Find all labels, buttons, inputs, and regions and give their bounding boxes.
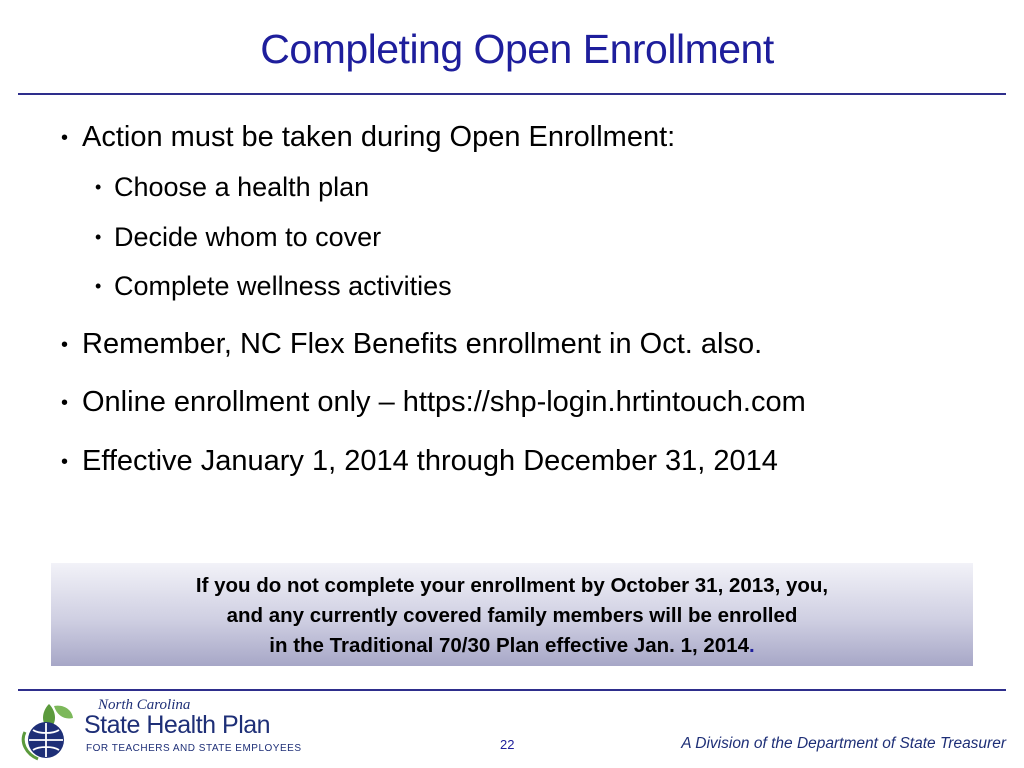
bullet-text: Action must be taken during Open Enrollment: bbox=[82, 121, 676, 153]
footer-divider bbox=[18, 689, 1006, 691]
bullet-item bbox=[61, 445, 778, 478]
bullet-glyph: • bbox=[61, 334, 69, 356]
bullet-glyph: • bbox=[95, 177, 102, 197]
bullet-item bbox=[61, 386, 806, 419]
callout-line: If you do not complete your enrollment by October 31, 2013, you, bbox=[195, 574, 829, 597]
logo-script: North Carolina bbox=[98, 697, 191, 713]
bullet-text: Effective January 1, 2014 through December 31, 2014 bbox=[82, 445, 778, 477]
slide-title: Completing Open Enrollment bbox=[260, 26, 774, 72]
sub-bullet-text: Choose a health plan bbox=[114, 172, 370, 202]
sub-bullet-item bbox=[95, 222, 382, 253]
sub-bullet-text: Complete wellness activities bbox=[114, 271, 452, 301]
state-health-plan-logo bbox=[16, 696, 302, 762]
logo-name: State Health Plan bbox=[84, 711, 271, 739]
globe-leaf-icon bbox=[16, 696, 82, 762]
sub-bullet-item bbox=[95, 271, 452, 302]
bullet-glyph: • bbox=[61, 392, 69, 414]
warning-callout bbox=[51, 563, 973, 666]
bullet-item bbox=[61, 121, 676, 154]
callout-line-text: in the Traditional 70/30 Plan effective Jan. 1, 2014 bbox=[269, 634, 749, 657]
logo-tagline: FOR TEACHERS AND STATE EMPLOYEES bbox=[86, 743, 302, 754]
division-text: A Division of the Department of State Treasurer bbox=[681, 735, 1006, 752]
page-number: 22 bbox=[500, 737, 515, 752]
sub-bullet-text: Decide whom to cover bbox=[114, 222, 382, 252]
bullet-glyph: • bbox=[95, 227, 102, 247]
bullet-glyph: • bbox=[95, 276, 102, 296]
callout-line-last bbox=[51, 631, 973, 661]
bullet-text: Remember, NC Flex Benefits enrollment in Oct. also. bbox=[82, 328, 763, 360]
enrollment-url[interactable]: Online enrollment only – https://shp-login.hrtintouch.com bbox=[82, 386, 806, 418]
callout-line: and any currently covered family members will be enrolled bbox=[226, 604, 798, 627]
sub-bullet-item bbox=[95, 172, 370, 203]
bullet-glyph: • bbox=[61, 127, 69, 149]
bullet-item bbox=[61, 328, 763, 361]
callout-period: . bbox=[748, 634, 755, 657]
bullet-glyph: • bbox=[61, 451, 69, 473]
